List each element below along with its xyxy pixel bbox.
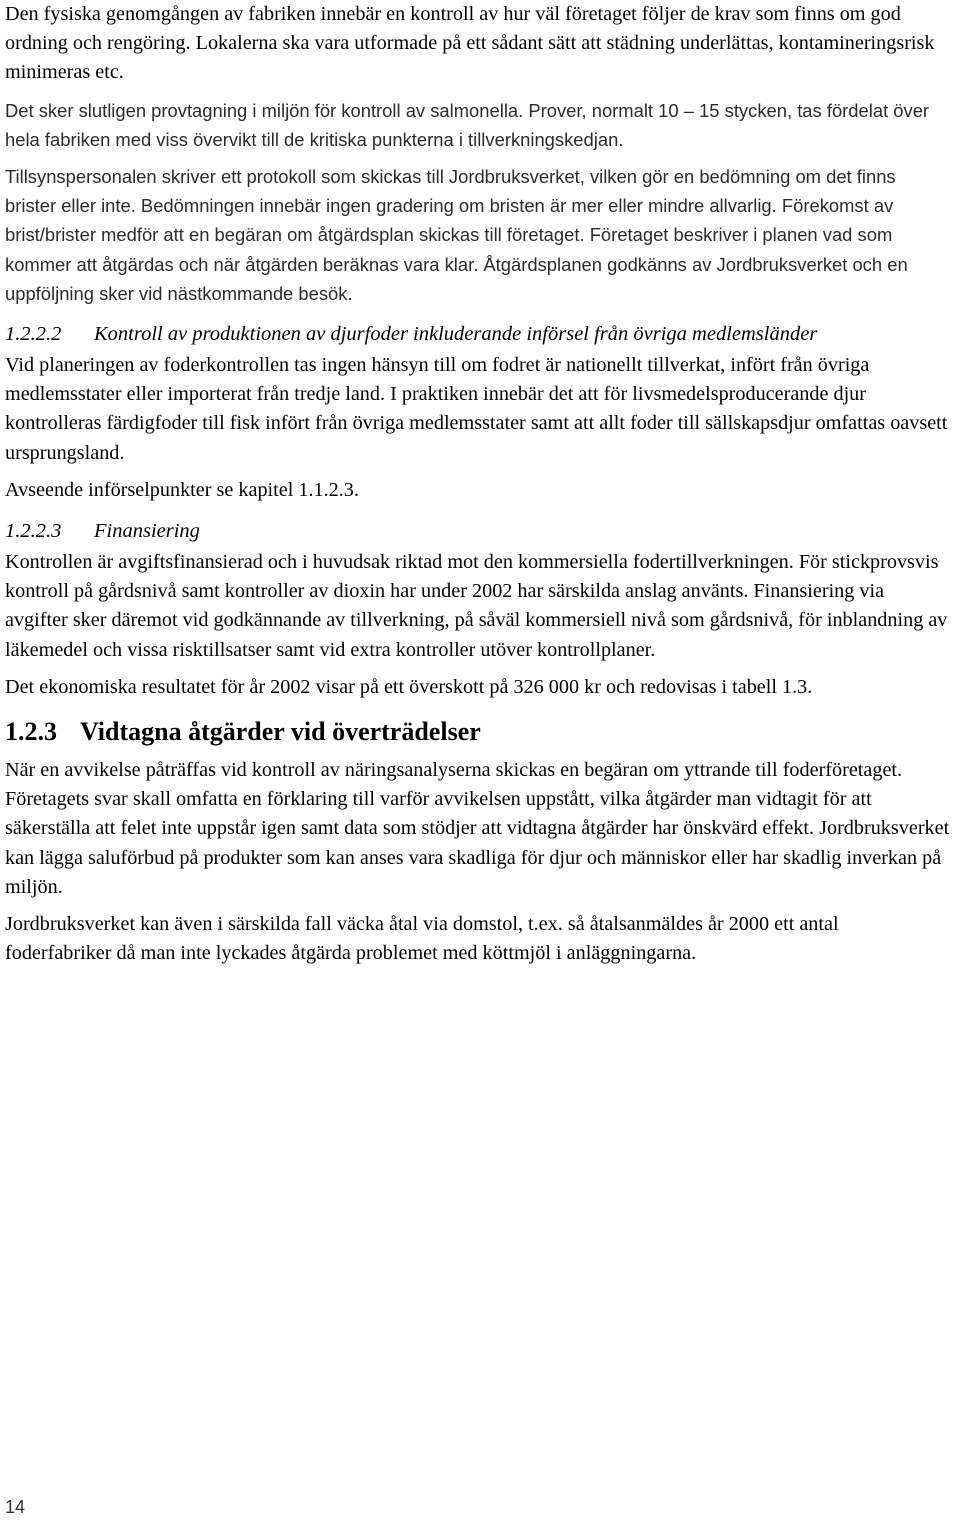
paragraph-tillsynspersonalen: Tillsynspersonalen skriver ett protokoll som skickas till Jordbruksverket, vilken gör en bedömning om det finns brister eller inte. Bedömningen innebär ingen gradering om bristen är mer eller mindre allvarlig. Förekomst av brist/brister medför att en begäran om åtgärdsplan skickas till företaget. Företaget beskriver i planen vad som kommer att åtgärdas och när åtgärden beräknas vara klar. Åtgärdsplanen godkänns av Jordbruksverket och en uppföljning sker vid nästkommande besök.: [5, 166, 908, 304]
heading-number: 1.2.2.2: [5, 323, 62, 346]
heading-title: Vidtagna åtgärder vid överträdelser: [80, 717, 481, 747]
document-page: [5, 0, 950, 976]
heading-1-2-3: [5, 712, 950, 752]
page-number: 14: [5, 1497, 26, 1517]
paragraph-foderkontrollen: Vid planeringen av foderkontrollen tas ingen hänsyn till om fodret är nationellt tillverkat, infört från övriga medlemsstater eller importerat från tredje land. I praktiken innebär det att för livsmedelsproducerande djur kontrolleras färdigfoder till fisk infört från övriga medlemsstater samt att allt foder till sällskapsdjur omfattas oavsett ursprungsland.: [5, 354, 948, 464]
paragraph-fysiska-genomgangen: Den fysiska genomgången av fabriken innebär en kontroll av hur väl företaget följer de krav som finns om god ordning och rengöring. Lokalerna ska vara utformade på ett sådant sätt att städning underlättas, kontamineringsrisk minimeras etc.: [5, 3, 935, 84]
paragraph-inforselpunkter: Avseende införselpunkter se kapitel 1.1.2.3.: [5, 478, 359, 501]
heading-number: 1.2.3: [5, 717, 57, 747]
paragraph-avgiftsfinansierad: Kontrollen är avgiftsfinansierad och i huvudsak riktad mot den kommersiella fodertillverkningen. För stickprovsvis kontroll på gårdsnivå samt kontroller av dioxin har under 2002 har särskilda anslag använts. Finansiering via avgifter sker däremot vid godkännande av tillverkning, på såväl kommersiell nivå som gårdsnivå, för inblandning av läkemedel och vissa risktillsatser samt vid extra kontroller utöver kontrollplaner.: [5, 551, 948, 661]
paragraph-atal: Jordbruksverket kan även i särskilda fall väcka åtal via domstol, t.ex. så åtalsanmäldes år 2000 ett antal foderfabriker då man inte lyckades åtgärda problemet med köttmjöl i anläggningarna.: [5, 913, 839, 965]
heading-title: Kontroll av produktionen av djurfoder inkluderande införsel från övriga medlemsländer: [94, 323, 818, 346]
heading-number: 1.2.2.3: [5, 520, 62, 543]
heading-1-2-2-2: [5, 320, 950, 349]
paragraph-provtagning: Det sker slutligen provtagning i miljön för kontroll av salmonella. Prover, normalt 10 – 15 stycken, tas fördelat över hela fabriken med viss övervikt till de kritiska punkterna i tillverkningskedjan.: [5, 99, 930, 150]
paragraph-ekonomiska-resultatet: Det ekonomiska resultatet för år 2002 visar på ett överskott på 326 000 kr och redovisas i tabell 1.3.: [5, 675, 813, 698]
heading-1-2-2-3: [5, 517, 950, 546]
paragraph-avvikelse: När en avvikelse påträffas vid kontroll av näringsanalyserna skickas en begäran om yttrande till foderföretaget. Företagets svar skall omfatta en förklaring till varför avvikelsen uppstått, vilka åtgärder man vidtagit för att säkerställa att felet inte uppstår igen samt data som stödjer att vidtagna åtgärder har önskvärd effekt. Jordbruksverket kan lägga saluförbud på produkter som kan anses vara skadliga för djur och människor eller har skadlig inverkan på miljön.: [5, 759, 950, 898]
heading-title: Finansiering: [94, 520, 200, 543]
